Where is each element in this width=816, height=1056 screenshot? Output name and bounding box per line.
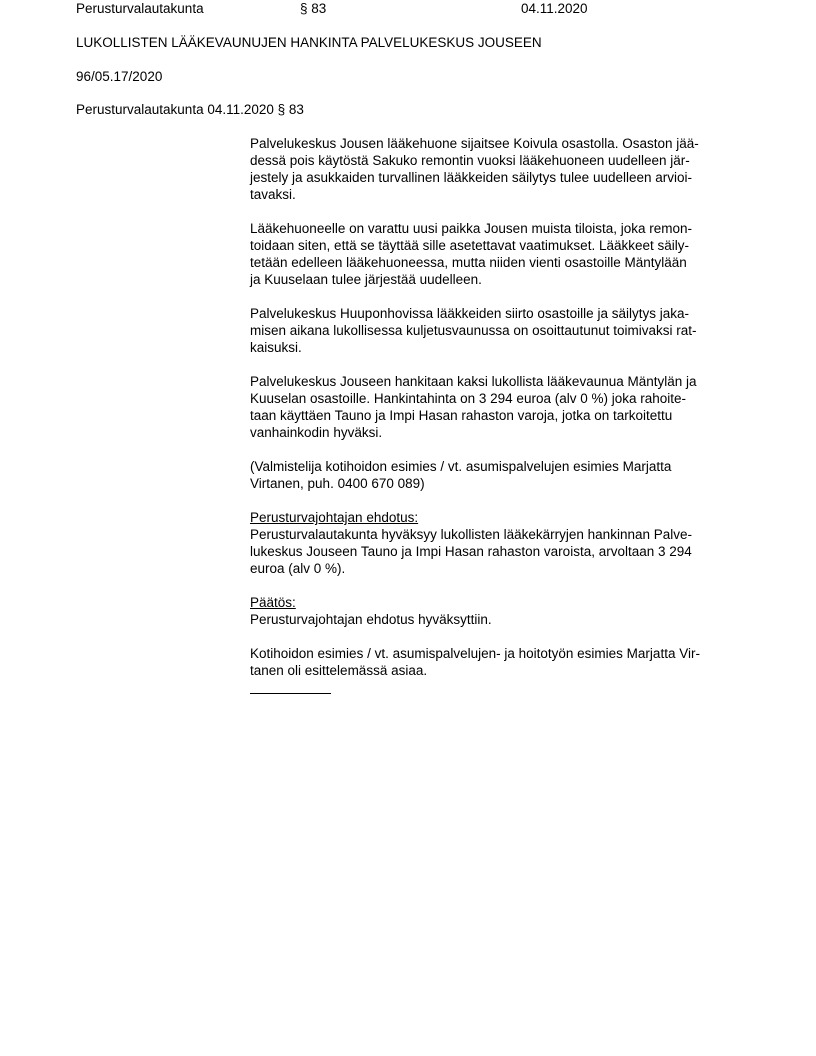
paragraph-line: Palvelukeskus Huuponhovissa lääkkeiden siirto osastoille ja säilytys jaka-: [250, 306, 689, 321]
paragraph-line: misen aikana lukollisessa kuljetusvaunussa on osoittautunut toimivaksi rat-: [250, 323, 697, 338]
paragraph-line: ja Kuuselaan tulee järjestää uudelleen.: [250, 272, 482, 287]
proposal-section: [250, 509, 750, 577]
paragraph-line: taan käyttäen Tauno ja Impi Hasan rahaston varoja, jotka on tarkoitettu: [250, 408, 673, 423]
paragraph-line: kaisuksi.: [250, 340, 302, 355]
decision-section: [250, 594, 750, 628]
header-organization: Perusturvalautakunta: [76, 1, 204, 16]
document-title: LUKOLLISTEN LÄÄKEVAUNUJEN HANKINTA PALVELUKESKUS JOUSEEN: [76, 35, 542, 50]
proposal-heading: Perusturvajohtajan ehdotus:: [250, 510, 419, 525]
proposal-line: euroa (alv 0 %).: [250, 561, 346, 576]
paragraph-1: [250, 135, 750, 203]
closing-line: Kotihoidon esimies / vt. asumispalvelujen- ja hoitotyön esimies Marjatta Vir-: [250, 646, 700, 661]
document-number: 96/05.17/2020: [76, 69, 163, 84]
paragraph-line: Virtanen, puh. 0400 670 089): [250, 476, 425, 491]
closing-note: [250, 645, 750, 679]
paragraph-line: tavaksi.: [250, 187, 296, 202]
proposal-line: lukeskus Jouseen Tauno ja Impi Hasan rahaston varoista, arvoltaan 3 294: [250, 544, 692, 559]
meeting-reference: Perusturvalautakunta 04.11.2020 § 83: [76, 102, 304, 117]
paragraph-2: [250, 220, 750, 288]
decision-heading: Päätös:: [250, 595, 296, 610]
paragraph-line: (Valmistelija kotihoidon esimies / vt. asumispalvelujen esimies Marjatta: [250, 459, 672, 474]
paragraph-3: [250, 305, 750, 356]
paragraph-line: Palvelukeskus Jouseen hankitaan kaksi lukollista lääkevaunua Mäntylän ja: [250, 374, 697, 389]
decision-line: Perusturvajohtajan ehdotus hyväksyttiin.: [250, 612, 492, 627]
paragraph-line: dessä pois käytöstä Sakuko remontin vuoksi lääkehuoneen uudelleen jär-: [250, 153, 690, 168]
paragraph-line: Kuuselan osastoille. Hankintahinta on 3 294 euroa (alv 0 %) joka rahoite-: [250, 391, 687, 406]
paragraph-line: Lääkehuoneelle on varattu uusi paikka Jousen muista tiloista, joka remon-: [250, 221, 693, 236]
paragraph-line: jestely ja asukkaiden turvallinen lääkkeiden säilytys tulee uudelleen arvioi-: [250, 170, 692, 185]
preparer-note: [250, 458, 750, 492]
header-section-number: § 83: [300, 1, 327, 16]
end-of-item-rule: [250, 693, 331, 694]
proposal-line: Perusturvalautakunta hyväksyy lukollisten lääkekärryjen hankinnan Palve-: [250, 527, 692, 542]
paragraph-line: vanhainkodin hyväksi.: [250, 425, 383, 440]
paragraph-line: tetään edelleen lääkehuoneessa, mutta niiden vienti osastoille Mäntylään: [250, 255, 687, 270]
header-date: 04.11.2020: [521, 1, 588, 16]
paragraph-line: toidaan siten, että se täyttää sille asetettavat vaatimukset. Lääkkeet säily-: [250, 238, 689, 253]
closing-line: tanen oli esittelemässä asiaa.: [250, 663, 428, 678]
paragraph-4: [250, 373, 750, 441]
paragraph-line: Palvelukeskus Jousen lääkehuone sijaitsee Koivula osastolla. Osaston jää-: [250, 136, 699, 151]
